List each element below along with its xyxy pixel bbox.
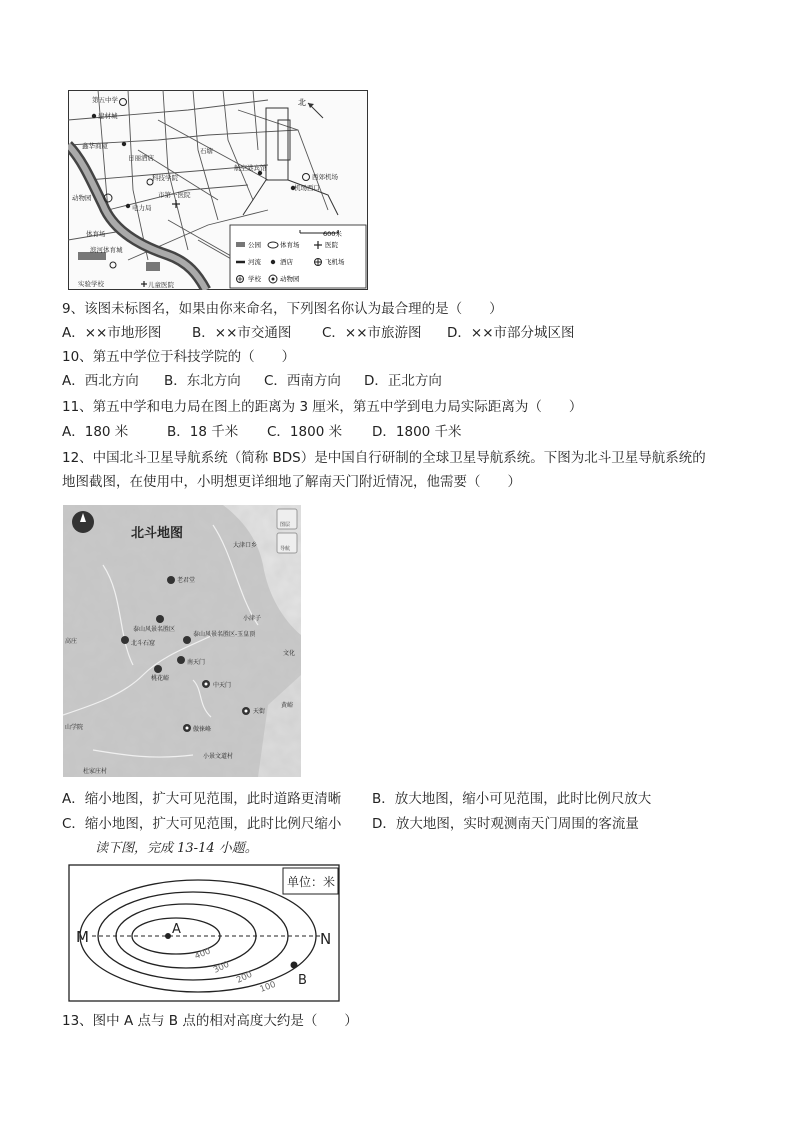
q11-option-a[interactable]: A．180 米 [62, 424, 129, 440]
label-rili: 日丽酒店 [128, 154, 154, 162]
q10-option-b[interactable]: B．东北方向 [164, 373, 241, 389]
park-legend-icon [236, 242, 245, 247]
legend-school: 学校 [248, 275, 261, 283]
label-binhe: 滨河体育城 [90, 246, 123, 254]
label-tiyuchang: 体育场 [86, 230, 106, 238]
label-shixi: 石塘 [200, 147, 213, 155]
q10-text: 10、第五中学位于科技学院的（ ） [62, 349, 296, 365]
q12-text-line1: 12、中国北斗卫星导航系统（简称 BDS）是中国自行研制的全球卫星导航系统。下图为北斗卫星导航系统的 [62, 450, 706, 466]
label-zhongtian: 中天门 [213, 682, 232, 689]
q9-option-b[interactable]: B．××市交通图 [192, 325, 292, 341]
label-xiaojinzhuang: 小津子 [243, 615, 262, 622]
label-nantianmen: 南天门 [187, 659, 206, 666]
label-taishan2: 泰山风景名胜区-玉皇顶 [193, 631, 256, 638]
q9-options [62, 324, 575, 342]
legend-stadium: 体育场 [280, 241, 300, 249]
label-hangkong: 航空港宾馆 [234, 164, 267, 172]
label-b: B [298, 973, 307, 988]
label-shiyan: 实验学校 [78, 280, 104, 288]
label-tianjie: 天街 [253, 708, 266, 715]
q12-option-c[interactable]: C．缩小地图，扩大可见范围，此时比例尺缩小 [62, 816, 342, 832]
q12-option-b[interactable]: B．放大地图，缩小可见范围，此时比例尺放大 [372, 791, 652, 807]
city-map-figure [68, 90, 368, 290]
contour-map-figure [68, 864, 340, 1002]
q11-options [62, 423, 462, 441]
q11-option-b[interactable]: B．18 千米 [167, 424, 239, 440]
q11-option-d[interactable]: D．1800 千米 [372, 424, 462, 440]
contour-label-200: 200 [235, 969, 254, 986]
q9-option-d[interactable]: D．××市部分城区图 [447, 325, 575, 341]
legend-park: 公园 [248, 241, 261, 249]
q12-option-a[interactable]: A．缩小地图，扩大可见范围，此时道路更清晰 [62, 791, 342, 807]
beidou-map [63, 505, 301, 777]
q9-option-c[interactable]: C．××市旅游图 [322, 325, 422, 341]
label-huangyu: 黄峪 [281, 702, 294, 709]
q12-option-d[interactable]: D．放大地图，实时观测南天门周围的客流量 [372, 816, 639, 832]
contour-map [68, 864, 340, 1002]
label-laojun: 老君堂 [177, 577, 196, 584]
label-taohua: 桃花峪 [151, 675, 170, 682]
label-xinhua: 鑫华商厦 [82, 142, 108, 150]
q9-option-a[interactable]: A．××市地形图 [62, 325, 162, 341]
q11-text: 11、第五中学和电力局在图上的距离为 3 厘米，第五中学到电力局实际距离为（ ） [62, 399, 583, 415]
label-school5: 第五中学 [92, 96, 118, 104]
point-b [291, 962, 298, 969]
contour-label-300: 300 [212, 959, 231, 976]
label-yiyuan: 市第一医院 [158, 191, 191, 199]
label-taishan: 泰山风景名胜区 [133, 626, 176, 633]
label-gaozhuang: 高庄 [65, 638, 78, 645]
label-beidou: 北斗石窟 [131, 640, 156, 647]
label-keji: 科技学院 [152, 174, 178, 182]
point-a [165, 933, 171, 939]
q13-text: 13、图中 A 点与 B 点的相对高度大约是（ ） [62, 1013, 358, 1029]
beidou-map-figure [63, 505, 301, 777]
contour-label-400: 400 [193, 946, 213, 962]
q10-option-a[interactable]: A．西北方向 [62, 373, 139, 389]
label-xiaojingshan: 小景文道村 [203, 753, 234, 760]
q12-options-row2 [62, 815, 639, 833]
q11-option-c[interactable]: C．1800 米 [267, 424, 343, 440]
map-legend [230, 225, 366, 288]
label-m: M [76, 928, 89, 946]
q10-options [62, 372, 442, 390]
contour-unit: 单位：米 [287, 875, 336, 889]
layer-button-label: 图层 [280, 522, 291, 528]
label-dajinkou: 大津口乡 [233, 542, 258, 549]
label-dongwuyuan: 动物园 [72, 194, 92, 202]
nav-button-label: 导航 [280, 546, 291, 552]
scale-label: 600米 [323, 230, 342, 238]
label-jiancai: 建材城 [98, 112, 118, 120]
label-shanxue: 山学院 [65, 724, 84, 731]
q9-text: 9、该图未标图名，如果由你来命名，下列图名你认为最合理的是（ ） [62, 301, 503, 317]
city-map [68, 90, 368, 290]
label-dianli: 电力局 [132, 204, 152, 212]
north-label: 北 [298, 98, 306, 107]
legend-hospital: 医院 [325, 241, 338, 249]
label-wenhua: 文化 [283, 650, 296, 657]
q10-option-d[interactable]: D．正北方向 [364, 373, 442, 389]
q12-options-row1 [62, 790, 651, 808]
label-n: N [320, 930, 332, 948]
q10-option-c[interactable]: C．西南方向 [264, 373, 341, 389]
contour-label-100: 100 [258, 979, 278, 995]
label-ertong: 儿童医院 [148, 281, 174, 289]
legend-airport: 飞机场 [325, 258, 345, 266]
label-xijiao: 西郊机场 [312, 173, 338, 181]
airport-legend-icon [315, 259, 322, 266]
label-jichang: 机场西口 [294, 184, 320, 192]
school-legend-icon [237, 276, 244, 283]
legend-zoo: 动物园 [280, 275, 300, 283]
label-a: A [172, 922, 181, 937]
hotel-legend-icon [271, 260, 275, 264]
instruction-text: 读下图，完成 13-14 小题。 [95, 841, 258, 856]
q12-text-line2: 地图截图，在使用中，小明想更详细地了解南天门附近情况，他需要（ ） [62, 474, 521, 490]
label-aoyu: 傲徕峰 [193, 726, 212, 733]
map2-title: 北斗地图 [131, 526, 184, 541]
legend-river: 河流 [248, 258, 261, 266]
legend-hotel: 酒店 [280, 258, 293, 266]
label-dujia: 杜家庄村 [83, 768, 108, 775]
